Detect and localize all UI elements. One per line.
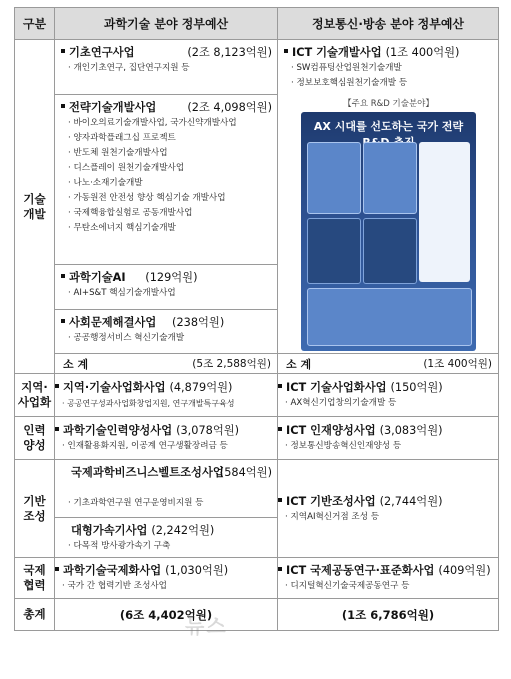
ict-regional-cell (278, 374, 499, 417)
row-talent (15, 417, 499, 460)
program-title: ICT 국제공동연구·표준화사업 (409억원) (278, 562, 498, 579)
banner-caption: 【주요 R&D 기술분야】 (343, 99, 434, 109)
budget-table (14, 7, 499, 631)
category-total: 총계 (15, 599, 55, 631)
program-sub: · 디스플레이 원천기술개발사업 (68, 163, 185, 173)
program-sub: · AI+S&T 핵심기술개발사업 (68, 288, 176, 298)
program-block (55, 310, 277, 354)
bullet-square-icon (278, 427, 282, 431)
program-sub: · 가동원전 안전성 향상 핵심기술 개발사업 (68, 193, 226, 203)
banner-panel (363, 218, 417, 284)
bullet-square-icon (61, 49, 65, 53)
ict-total: (1조 6,786억원) (278, 599, 499, 631)
category-regional: 지역· 사업화 (15, 374, 55, 417)
program-sub: · 정보보호핵심원천기술개발 등 (291, 78, 408, 88)
row-tech-dev (15, 40, 499, 374)
program-sub: · 양자과학플래그십 프로젝트 (68, 133, 176, 143)
bullet-square-icon (55, 427, 59, 431)
program-sub: · 공공행정서비스 혁신기술개발 (68, 333, 185, 343)
category-label: 기술 개발 (23, 191, 46, 221)
ict-tech-dev-cell (278, 40, 499, 374)
program-sub: · 인재활용화지원, 이공계 연구생활장려금 등 (62, 441, 228, 451)
row-regional (15, 374, 499, 417)
category-intl: 국제 협력 (15, 558, 55, 599)
bullet-square-icon (278, 567, 282, 571)
subtotal-label: 소 계 (63, 358, 89, 371)
science-intl-cell (55, 558, 278, 599)
program-title: ICT 기술사업화사업 (150억원) (278, 379, 498, 396)
program-title: 국제과학비즈니스벨트조성사업 (584억원) (71, 466, 272, 479)
row-intl (15, 558, 499, 599)
science-tech-dev-cell (55, 40, 278, 374)
program-sub: · 나노·소재기술개발 (68, 178, 143, 188)
ict-intl-cell (278, 558, 499, 599)
program-sub: · 정보통신방송혁신인재양성 등 (285, 441, 402, 451)
program-title: 전략기술개발사업 (2조 4,098억원) (61, 99, 272, 116)
program-sub: · 공공연구성과사업화창업지원, 연구개발특구육성 (62, 399, 235, 408)
program-title: ICT 기술개발사업 (1조 400억원) (284, 44, 493, 61)
program-title: 과학기술인력양성사업 (3,078억원) (55, 422, 277, 439)
science-infra-cell (55, 460, 278, 558)
subtotal-label: 소 계 (286, 358, 312, 371)
banner-title: AX 시대를 선도하는 국가 전략 (313, 120, 464, 133)
category-talent: 인력 양성 (15, 417, 55, 460)
ict-subtotal-row (278, 354, 498, 373)
program-sub: · 지역AI혁신거점 조성 등 (285, 511, 380, 522)
program-title: 과학기술AI (129억원) (61, 269, 272, 286)
program-title: 지역·기술사업화사업 (4,879억원) (55, 379, 277, 396)
banner-panel (363, 142, 417, 214)
program-sub: · 무탄소에너지 핵심기술개발 (68, 223, 176, 233)
ict-talent-cell (278, 417, 499, 460)
program-sub: · 기초과학연구원 연구운영비지원 등 (68, 498, 204, 508)
program-sub: · 국제핵융합실험로 공동개발사업 (68, 208, 193, 218)
bullet-square-icon (61, 104, 65, 108)
header-category: 구분 (15, 8, 55, 40)
ict-infra-cell (278, 460, 499, 558)
program-title: 대형가속기사업 (2,242억원) (71, 524, 215, 537)
header-row (15, 8, 499, 40)
bullet-square-icon (284, 49, 288, 53)
program-sub: · SW컴퓨팅산업원천기술개발 (291, 63, 402, 73)
header-ict: 정보통신·방송 분야 정부예산 (278, 8, 499, 40)
program-title: 기초연구사업 (2조 8,123억원) (61, 44, 272, 61)
bullet-square-icon (55, 567, 59, 571)
banner-panel (419, 142, 470, 282)
program-title: ICT 인재양성사업 (3,083억원) (278, 422, 498, 439)
banner-panel (307, 218, 361, 284)
program-sub: · 다목적 방사광가속기 구축 (68, 541, 171, 551)
ax-strategy-banner-image (301, 112, 476, 351)
category-infra: 기반 조성 (15, 460, 55, 558)
bullet-square-icon (278, 384, 282, 388)
news-watermark: 뉴스 (185, 614, 228, 638)
program-block (55, 95, 277, 265)
program-sub: · 디지털혁신기술국제공동연구 등 (285, 581, 410, 591)
bullet-square-icon (61, 274, 65, 278)
program-block (55, 265, 277, 310)
row-total (15, 599, 499, 631)
bullet-square-icon (55, 384, 59, 388)
program-sub: · 개인기초연구, 집단연구지원 등 (68, 63, 190, 73)
program-title: 과학기술국제화사업 (1,030억원) (55, 562, 277, 579)
program-block (278, 40, 498, 354)
program-sub: · 국가 간 협력기반 조성사업 (62, 581, 167, 591)
header-science: 과학기술 분야 정부예산 (55, 8, 278, 40)
program-sub: · 바이오의료기술개발사업, 국가신약개발사업 (68, 118, 237, 128)
science-regional-cell (55, 374, 278, 417)
subtotal-value: (5조 2,588억원) (192, 358, 271, 370)
program-sub: · AX혁신기업창의기술개발 등 (285, 398, 397, 408)
banner-panel (307, 142, 361, 214)
bullet-square-icon (278, 498, 282, 502)
science-subtotal-row (55, 354, 277, 373)
science-total: (6조 4,402억원) (55, 599, 278, 631)
program-block (55, 460, 277, 518)
bullet-square-icon (61, 319, 65, 323)
subtotal-value: (1조 400억원) (423, 358, 492, 370)
science-talent-cell (55, 417, 278, 460)
program-title: ICT 기반조성사업 (2,744억원) (278, 493, 498, 510)
program-title: 사회문제해결사업 (238억원) (61, 314, 272, 331)
category-tech-dev (15, 40, 55, 374)
program-sub: · 반도체 원천기술개발사업 (68, 148, 168, 158)
program-block (55, 518, 277, 557)
program-block (55, 40, 277, 95)
banner-panel (307, 288, 472, 346)
row-infra (15, 460, 499, 558)
